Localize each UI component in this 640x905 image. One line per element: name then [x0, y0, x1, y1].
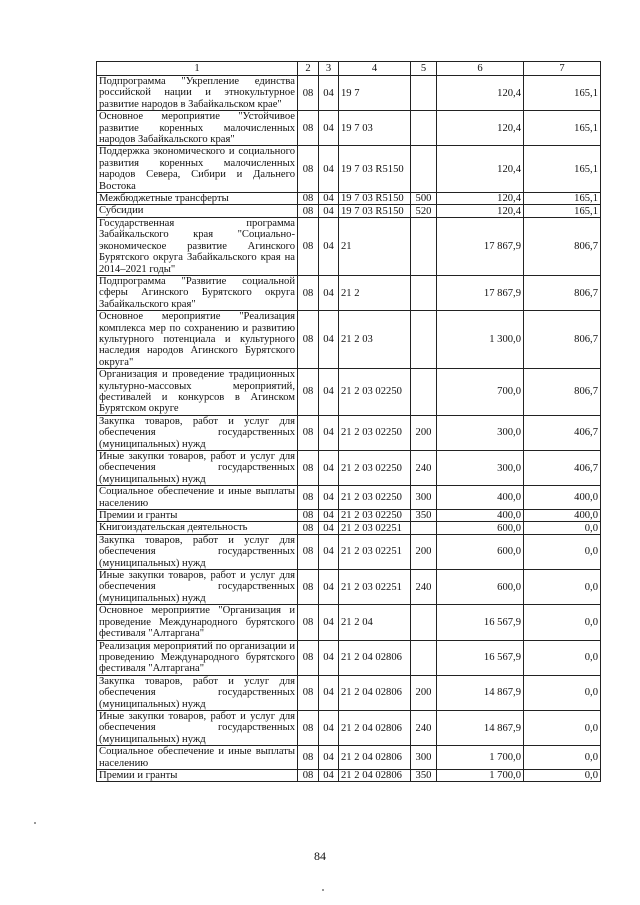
cell-name: Межбюджетные трансферты [97, 193, 298, 205]
cell-amount-1: 1 700,0 [437, 746, 524, 770]
table-row [97, 675, 601, 710]
cell-expense-type [411, 76, 437, 111]
cell-name: Социальное обеспечение и иные выплаты населению [97, 486, 298, 510]
cell-name: Закупка товаров, работ и услуг для обеспечения государственных (муниципальных) нужд [97, 534, 298, 569]
cell-amount-1: 120,4 [437, 205, 524, 217]
cell-section: 08 [298, 640, 319, 675]
cell-section: 08 [298, 605, 319, 640]
cell-expense-type: 240 [411, 710, 437, 745]
cell-amount-2: 0,0 [524, 769, 601, 781]
cell-target-code: 19 7 03 [339, 111, 411, 146]
cell-expense-type: 520 [411, 205, 437, 217]
cell-subsection: 04 [319, 415, 339, 450]
cell-amount-2: 0,0 [524, 640, 601, 675]
table-row [97, 76, 601, 111]
cell-amount-2: 0,0 [524, 534, 601, 569]
table-row [97, 522, 601, 534]
cell-expense-type: 240 [411, 570, 437, 605]
cell-expense-type [411, 522, 437, 534]
cell-amount-1: 300,0 [437, 451, 524, 486]
cell-section: 08 [298, 415, 319, 450]
cell-name: Закупка товаров, работ и услуг для обеспечения государственных (муниципальных) нужд [97, 675, 298, 710]
cell-expense-type: 500 [411, 193, 437, 205]
cell-expense-type [411, 605, 437, 640]
cell-expense-type [411, 217, 437, 275]
cell-amount-2: 165,1 [524, 146, 601, 193]
cell-target-code: 21 [339, 217, 411, 275]
table-row [97, 217, 601, 275]
cell-section: 08 [298, 217, 319, 275]
cell-amount-1: 16 567,9 [437, 605, 524, 640]
column-header-subsection: 3 [319, 62, 339, 76]
cell-target-code: 19 7 03 R5150 [339, 205, 411, 217]
table-row [97, 205, 601, 217]
cell-target-code: 19 7 03 R5150 [339, 146, 411, 193]
cell-target-code: 21 2 [339, 275, 411, 310]
table-body [97, 76, 601, 782]
cell-expense-type: 200 [411, 534, 437, 569]
cell-target-code: 21 2 04 02806 [339, 710, 411, 745]
column-header-section: 2 [298, 62, 319, 76]
table-row [97, 311, 601, 369]
cell-name: Подпрограмма "Укрепление единства российской нации и этнокультурное развитие народов в Забайкальском крае" [97, 76, 298, 111]
cell-section: 08 [298, 451, 319, 486]
budget-table [96, 61, 601, 782]
cell-amount-1: 400,0 [437, 486, 524, 510]
table-row [97, 415, 601, 450]
cell-target-code: 21 2 03 02250 [339, 451, 411, 486]
cell-target-code: 21 2 04 [339, 605, 411, 640]
column-header-expense-type: 5 [411, 62, 437, 76]
cell-target-code: 21 2 03 [339, 311, 411, 369]
cell-name: Основное мероприятие "Организация и проведение Международного бурятского фестиваля "Алтаргана" [97, 605, 298, 640]
cell-amount-1: 14 867,9 [437, 710, 524, 745]
cell-amount-1: 600,0 [437, 522, 524, 534]
cell-section: 08 [298, 570, 319, 605]
cell-section: 08 [298, 769, 319, 781]
cell-amount-2: 806,7 [524, 311, 601, 369]
cell-expense-type: 200 [411, 675, 437, 710]
cell-amount-2: 806,7 [524, 275, 601, 310]
cell-amount-2: 165,1 [524, 193, 601, 205]
cell-amount-2: 165,1 [524, 76, 601, 111]
cell-amount-1: 600,0 [437, 534, 524, 569]
cell-name: Основное мероприятие "Устойчивое развитие коренных малочисленных народов Забайкальского края" [97, 111, 298, 146]
cell-amount-1: 1 700,0 [437, 769, 524, 781]
cell-section: 08 [298, 205, 319, 217]
table-row [97, 193, 601, 205]
cell-section: 08 [298, 746, 319, 770]
cell-section: 08 [298, 534, 319, 569]
cell-amount-1: 120,4 [437, 76, 524, 111]
cell-expense-type: 350 [411, 510, 437, 522]
cell-amount-1: 16 567,9 [437, 640, 524, 675]
cell-name: Государственная программа Забайкальского края "Социально-экономическое развитие Агинского Бурятского округа Забайкальского края на 2014–2021 годы" [97, 217, 298, 275]
cell-subsection: 04 [319, 486, 339, 510]
cell-subsection: 04 [319, 275, 339, 310]
table-row [97, 146, 601, 193]
cell-amount-2: 0,0 [524, 675, 601, 710]
cell-amount-1: 17 867,9 [437, 275, 524, 310]
cell-section: 08 [298, 486, 319, 510]
cell-expense-type [411, 146, 437, 193]
cell-target-code: 19 7 03 R5150 [339, 193, 411, 205]
cell-target-code: 21 2 04 02806 [339, 769, 411, 781]
cell-amount-2: 0,0 [524, 570, 601, 605]
cell-name: Книгоиздательская деятельность [97, 522, 298, 534]
table-row [97, 451, 601, 486]
cell-subsection: 04 [319, 534, 339, 569]
cell-name: Премии и гранты [97, 769, 298, 781]
cell-amount-1: 300,0 [437, 415, 524, 450]
cell-subsection: 04 [319, 217, 339, 275]
table-row [97, 769, 601, 781]
cell-amount-2: 406,7 [524, 451, 601, 486]
cell-section: 08 [298, 710, 319, 745]
column-header-name: 1 [97, 62, 298, 76]
cell-name: Иные закупки товаров, работ и услуг для обеспечения государственных (муниципальных) нужд [97, 710, 298, 745]
cell-target-code: 21 2 04 02806 [339, 675, 411, 710]
cell-expense-type [411, 111, 437, 146]
cell-name: Основное мероприятие "Реализация комплекса мер по сохранению и развитию культурного потенциала и культурного наследия народов Агинского Бурятского округа" [97, 311, 298, 369]
cell-section: 08 [298, 675, 319, 710]
cell-amount-2: 0,0 [524, 746, 601, 770]
cell-name: Организация и проведение традиционных культурно-массовых мероприятий, фестивалей и конкурсов в Агинском Бурятском округе [97, 369, 298, 416]
cell-subsection: 04 [319, 710, 339, 745]
cell-section: 08 [298, 193, 319, 205]
cell-subsection: 04 [319, 193, 339, 205]
cell-subsection: 04 [319, 746, 339, 770]
cell-section: 08 [298, 146, 319, 193]
cell-subsection: 04 [319, 522, 339, 534]
cell-name: Подпрограмма "Развитие социальной сферы Агинского Бурятского округа Забайкальского края" [97, 275, 298, 310]
cell-expense-type: 350 [411, 769, 437, 781]
column-header-target-code: 4 [339, 62, 411, 76]
cell-name: Иные закупки товаров, работ и услуг для обеспечения государственных (муниципальных) нужд [97, 570, 298, 605]
cell-subsection: 04 [319, 769, 339, 781]
cell-amount-2: 400,0 [524, 486, 601, 510]
table-row [97, 275, 601, 310]
cell-amount-2: 0,0 [524, 522, 601, 534]
table-row [97, 510, 601, 522]
cell-section: 08 [298, 510, 319, 522]
page-number: 84 [314, 849, 326, 863]
cell-amount-1: 400,0 [437, 510, 524, 522]
cell-expense-type [411, 311, 437, 369]
cell-subsection: 04 [319, 369, 339, 416]
cell-name: Закупка товаров, работ и услуг для обеспечения государственных (муниципальных) нужд [97, 415, 298, 450]
cell-section: 08 [298, 111, 319, 146]
cell-expense-type: 300 [411, 486, 437, 510]
cell-section: 08 [298, 311, 319, 369]
cell-subsection: 04 [319, 76, 339, 111]
cell-name: Поддержка экономического и социального развития коренных малочисленных народов Севера, Сибири и Дальнего Востока [97, 146, 298, 193]
table-row [97, 710, 601, 745]
cell-target-code: 21 2 04 02806 [339, 746, 411, 770]
table-row [97, 746, 601, 770]
cell-amount-2: 165,1 [524, 205, 601, 217]
table-header-row [97, 62, 601, 76]
cell-section: 08 [298, 76, 319, 111]
cell-amount-1: 120,4 [437, 146, 524, 193]
table-row [97, 534, 601, 569]
scan-speck [322, 889, 324, 891]
cell-target-code: 21 2 03 02251 [339, 570, 411, 605]
cell-expense-type: 300 [411, 746, 437, 770]
cell-section: 08 [298, 522, 319, 534]
column-header-amount-2: 7 [524, 62, 601, 76]
cell-subsection: 04 [319, 205, 339, 217]
cell-amount-2: 406,7 [524, 415, 601, 450]
cell-amount-2: 0,0 [524, 605, 601, 640]
cell-subsection: 04 [319, 311, 339, 369]
cell-target-code: 21 2 03 02250 [339, 510, 411, 522]
cell-amount-1: 1 300,0 [437, 311, 524, 369]
table-row [97, 570, 601, 605]
cell-name: Иные закупки товаров, работ и услуг для обеспечения государственных (муниципальных) нужд [97, 451, 298, 486]
cell-name: Субсидии [97, 205, 298, 217]
cell-target-code: 21 2 03 02250 [339, 415, 411, 450]
cell-amount-1: 600,0 [437, 570, 524, 605]
cell-subsection: 04 [319, 570, 339, 605]
cell-amount-1: 700,0 [437, 369, 524, 416]
cell-amount-1: 120,4 [437, 111, 524, 146]
cell-expense-type: 240 [411, 451, 437, 486]
cell-amount-2: 806,7 [524, 369, 601, 416]
cell-subsection: 04 [319, 111, 339, 146]
cell-subsection: 04 [319, 605, 339, 640]
table-row [97, 369, 601, 416]
cell-subsection: 04 [319, 146, 339, 193]
cell-amount-2: 165,1 [524, 111, 601, 146]
cell-expense-type [411, 275, 437, 310]
cell-target-code: 21 2 03 02250 [339, 486, 411, 510]
cell-subsection: 04 [319, 675, 339, 710]
table-row [97, 640, 601, 675]
scan-speck [34, 822, 36, 824]
table-row [97, 486, 601, 510]
cell-target-code: 21 2 03 02251 [339, 522, 411, 534]
cell-amount-1: 17 867,9 [437, 217, 524, 275]
cell-section: 08 [298, 369, 319, 416]
cell-amount-2: 806,7 [524, 217, 601, 275]
column-header-amount-1: 6 [437, 62, 524, 76]
cell-section: 08 [298, 275, 319, 310]
cell-target-code: 21 2 04 02806 [339, 640, 411, 675]
cell-name: Социальное обеспечение и иные выплаты населению [97, 746, 298, 770]
cell-name: Реализация мероприятий по организации и проведению Международного бурятского фестиваля "Алтаргана" [97, 640, 298, 675]
cell-target-code: 21 2 03 02250 [339, 369, 411, 416]
cell-subsection: 04 [319, 640, 339, 675]
cell-amount-2: 400,0 [524, 510, 601, 522]
cell-name: Премии и гранты [97, 510, 298, 522]
cell-amount-1: 120,4 [437, 193, 524, 205]
cell-subsection: 04 [319, 510, 339, 522]
cell-amount-1: 14 867,9 [437, 675, 524, 710]
cell-expense-type: 200 [411, 415, 437, 450]
cell-expense-type [411, 369, 437, 416]
cell-target-code: 21 2 03 02251 [339, 534, 411, 569]
table-row [97, 111, 601, 146]
cell-amount-2: 0,0 [524, 710, 601, 745]
cell-expense-type [411, 640, 437, 675]
table-row [97, 605, 601, 640]
cell-subsection: 04 [319, 451, 339, 486]
cell-target-code: 19 7 [339, 76, 411, 111]
